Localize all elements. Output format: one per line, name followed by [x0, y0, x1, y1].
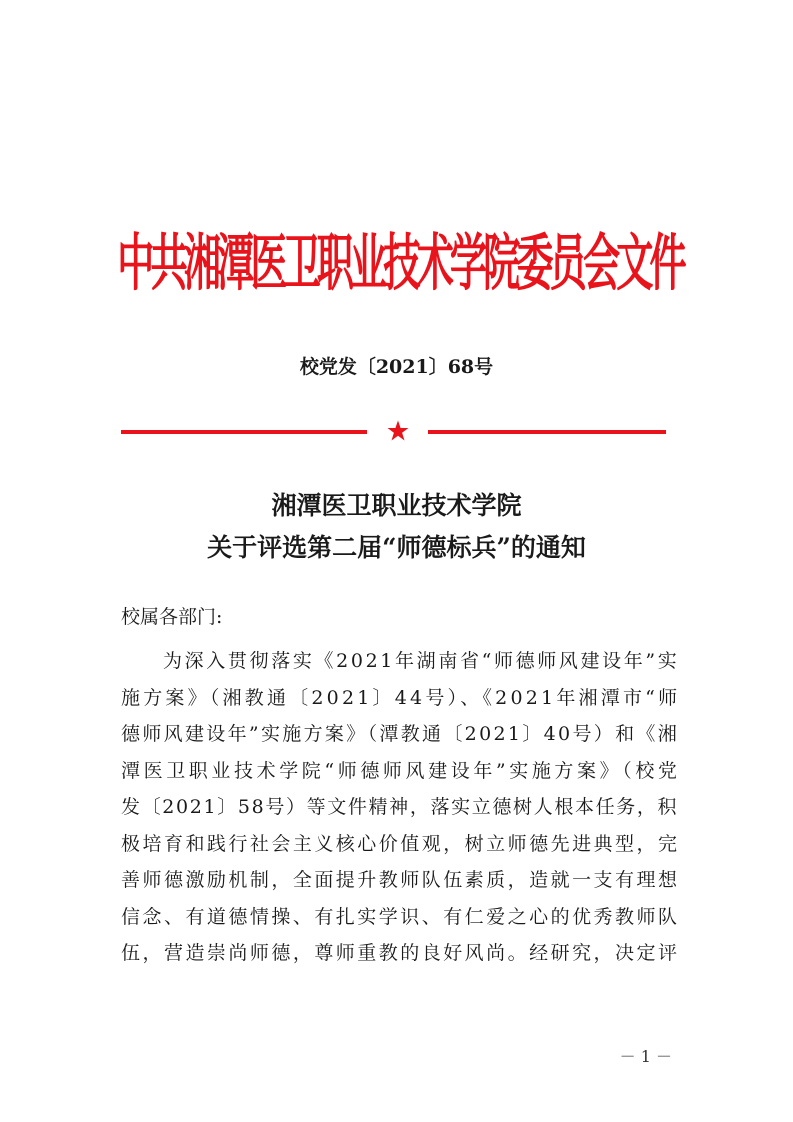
- body-line: 极培育和践行社会主义核心价值观，树立师德先进典型，完: [121, 832, 680, 855]
- body-line: 信念、有道德情操、有扎实学识、有仁爱之心的优秀教师队: [121, 905, 680, 928]
- body-line: 德师风建设年”实施方案》（潭教通〔2021〕40号）和《湘: [121, 723, 680, 745]
- red-divider-left: [121, 430, 367, 434]
- salutation: 校属各部门:: [121, 606, 223, 628]
- red-divider-right: [428, 430, 666, 434]
- body-paragraph: [121, 650, 681, 979]
- star-icon: [386, 419, 410, 443]
- body-line: 伍，营造崇尚师德，尊师重教的良好风尚。经研究，决定评: [121, 942, 680, 964]
- body-line: 为深入贯彻落实《2021年湖南省“师德师风建设年”实: [163, 650, 680, 672]
- document-number: 校党发〔2021〕68号: [299, 356, 494, 378]
- page-number: － 1 －: [619, 1047, 672, 1066]
- body-line: 善师德激励机制，全面提升教师队伍素质，造就一支有理想: [121, 869, 680, 891]
- body-line: 施方案》（湘教通〔2021〕44号）、《2021年湘潭市“师: [121, 686, 681, 709]
- body-line: 潭医卫职业技术学院“师德师风建设年”实施方案》（校党: [121, 759, 681, 782]
- issuer-header-title: 中共湘潭医卫职业技术学院委员会文件: [117, 226, 683, 299]
- notice-title-line-2: 关于评选第二届“师德标兵”的通知: [207, 533, 586, 562]
- notice-title-line-1: 湘潭医卫职业技术学院: [271, 491, 522, 520]
- body-line: 发〔2021〕58号）等文件精神，落实立德树人根本任务，积: [121, 796, 679, 818]
